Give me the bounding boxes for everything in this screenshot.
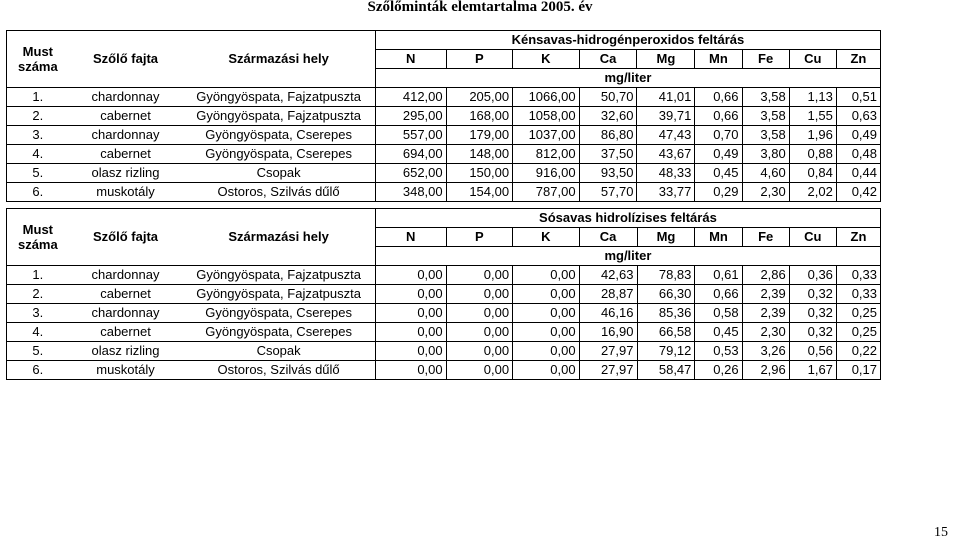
value-cell: 0,51 (836, 88, 880, 107)
value-cell: 58,47 (637, 361, 695, 380)
element-header-zn: Zn (836, 50, 880, 69)
table-row (7, 323, 881, 342)
value-cell: 0,63 (836, 107, 880, 126)
element-header-fe: Fe (742, 228, 789, 247)
method-caption: Sósavas hidrolízises feltárás (375, 209, 880, 228)
page-title: Szőlőminták elemtartalma 2005. év (367, 0, 593, 15)
origin-cell: Gyöngyöspata, Cserepes (182, 126, 375, 145)
variety-cell: cabernet (69, 145, 183, 164)
value-cell: 0,36 (789, 266, 836, 285)
value-cell: 46,16 (579, 304, 637, 323)
value-cell: 205,00 (446, 88, 512, 107)
origin-cell: Gyöngyöspata, Cserepes (182, 145, 375, 164)
must-header (7, 31, 69, 88)
table-row (7, 164, 881, 183)
origin-cell: Csopak (182, 342, 375, 361)
value-cell: 48,33 (637, 164, 695, 183)
table-row (7, 107, 881, 126)
variety-cell: chardonnay (69, 266, 183, 285)
value-cell: 50,70 (579, 88, 637, 107)
value-cell: 0,45 (695, 164, 742, 183)
table-row (7, 342, 881, 361)
value-cell: 348,00 (375, 183, 446, 202)
value-cell: 2,30 (742, 323, 789, 342)
value-cell: 0,00 (513, 304, 579, 323)
table-2 (6, 208, 881, 380)
value-cell: 0,25 (836, 323, 880, 342)
value-cell: 0,22 (836, 342, 880, 361)
variety-cell: muskotály (69, 183, 183, 202)
element-header-ca: Ca (579, 228, 637, 247)
element-header-mg: Mg (637, 228, 695, 247)
element-header-k: K (513, 50, 579, 69)
value-cell: 3,80 (742, 145, 789, 164)
value-cell: 57,70 (579, 183, 637, 202)
value-cell: 0,00 (375, 361, 446, 380)
value-cell: 0,66 (695, 88, 742, 107)
value-cell: 43,67 (637, 145, 695, 164)
table-row (7, 285, 881, 304)
origin-header: Származási hely (182, 31, 375, 88)
value-cell: 47,43 (637, 126, 695, 145)
value-cell: 0,33 (836, 285, 880, 304)
must-header-line2: száma (17, 237, 58, 252)
origin-cell: Csopak (182, 164, 375, 183)
value-cell: 0,00 (375, 266, 446, 285)
table-row (7, 304, 881, 323)
origin-cell: Gyöngyöspata, Fajzatpuszta (182, 107, 375, 126)
value-cell: 0,00 (513, 323, 579, 342)
value-cell: 2,86 (742, 266, 789, 285)
value-cell: 0,00 (446, 342, 512, 361)
value-cell: 27,97 (579, 342, 637, 361)
header-row (7, 31, 881, 50)
value-cell: 1058,00 (513, 107, 579, 126)
variety-cell: muskotály (69, 361, 183, 380)
origin-cell: Gyöngyöspata, Cserepes (182, 304, 375, 323)
value-cell: 2,39 (742, 285, 789, 304)
value-cell: 0,17 (836, 361, 880, 380)
value-cell: 916,00 (513, 164, 579, 183)
element-header-fe: Fe (742, 50, 789, 69)
value-cell: 0,32 (789, 323, 836, 342)
value-cell: 3,58 (742, 107, 789, 126)
value-cell: 0,00 (513, 266, 579, 285)
method-caption: Kénsavas-hidrogénperoxidos feltárás (375, 31, 880, 50)
value-cell: 0,42 (836, 183, 880, 202)
value-cell: 0,00 (375, 285, 446, 304)
table-row (7, 126, 881, 145)
element-header-mn: Mn (695, 228, 742, 247)
value-cell: 1,67 (789, 361, 836, 380)
header-row (7, 209, 881, 228)
value-cell: 27,97 (579, 361, 637, 380)
value-cell: 168,00 (446, 107, 512, 126)
must-header (7, 209, 69, 266)
value-cell: 4,60 (742, 164, 789, 183)
value-cell: 0,44 (836, 164, 880, 183)
element-header-n: N (375, 228, 446, 247)
row-number: 3. (7, 304, 69, 323)
variety-cell: cabernet (69, 107, 183, 126)
value-cell: 0,56 (789, 342, 836, 361)
value-cell: 66,58 (637, 323, 695, 342)
value-cell: 0,84 (789, 164, 836, 183)
origin-cell: Gyöngyöspata, Fajzatpuszta (182, 285, 375, 304)
element-header-zn: Zn (836, 228, 880, 247)
variety-cell: chardonnay (69, 304, 183, 323)
table-row (7, 88, 881, 107)
origin-header: Származási hely (182, 209, 375, 266)
value-cell: 0,61 (695, 266, 742, 285)
value-cell: 0,29 (695, 183, 742, 202)
element-header-p: P (446, 50, 512, 69)
row-number: 4. (7, 323, 69, 342)
element-header-cu: Cu (789, 228, 836, 247)
value-cell: 37,50 (579, 145, 637, 164)
row-number: 4. (7, 145, 69, 164)
table-1 (6, 30, 881, 202)
value-cell: 1,96 (789, 126, 836, 145)
value-cell: 0,00 (513, 285, 579, 304)
value-cell: 3,58 (742, 126, 789, 145)
value-cell: 0,53 (695, 342, 742, 361)
element-header-ca: Ca (579, 50, 637, 69)
value-cell: 2,39 (742, 304, 789, 323)
value-cell: 557,00 (375, 126, 446, 145)
origin-cell: Gyöngyöspata, Fajzatpuszta (182, 88, 375, 107)
origin-cell: Ostoros, Szilvás dűlő (182, 361, 375, 380)
origin-cell: Gyöngyöspata, Cserepes (182, 323, 375, 342)
value-cell: 787,00 (513, 183, 579, 202)
value-cell: 3,26 (742, 342, 789, 361)
variety-header: Szőlő fajta (69, 31, 183, 88)
value-cell: 28,87 (579, 285, 637, 304)
value-cell: 148,00 (446, 145, 512, 164)
value-cell: 1037,00 (513, 126, 579, 145)
element-header-n: N (375, 50, 446, 69)
variety-cell: cabernet (69, 323, 183, 342)
value-cell: 0,00 (375, 342, 446, 361)
value-cell: 32,60 (579, 107, 637, 126)
value-cell: 0,00 (446, 323, 512, 342)
origin-cell: Gyöngyöspata, Fajzatpuszta (182, 266, 375, 285)
value-cell: 0,00 (446, 304, 512, 323)
value-cell: 42,63 (579, 266, 637, 285)
variety-cell: cabernet (69, 285, 183, 304)
value-cell: 0,66 (695, 285, 742, 304)
origin-cell: Ostoros, Szilvás dűlő (182, 183, 375, 202)
row-number: 1. (7, 266, 69, 285)
row-number: 5. (7, 164, 69, 183)
value-cell: 0,25 (836, 304, 880, 323)
value-cell: 0,58 (695, 304, 742, 323)
element-header-mg: Mg (637, 50, 695, 69)
value-cell: 0,00 (513, 342, 579, 361)
row-number: 6. (7, 183, 69, 202)
value-cell: 2,96 (742, 361, 789, 380)
table-row (7, 145, 881, 164)
value-cell: 86,80 (579, 126, 637, 145)
value-cell: 66,30 (637, 285, 695, 304)
element-header-p: P (446, 228, 512, 247)
value-cell: 0,00 (375, 323, 446, 342)
value-cell: 93,50 (579, 164, 637, 183)
value-cell: 0,32 (789, 285, 836, 304)
element-header-k: K (513, 228, 579, 247)
row-number: 6. (7, 361, 69, 380)
value-cell: 0,88 (789, 145, 836, 164)
value-cell: 79,12 (637, 342, 695, 361)
value-cell: 1,13 (789, 88, 836, 107)
value-cell: 1,55 (789, 107, 836, 126)
variety-header: Szőlő fajta (69, 209, 183, 266)
value-cell: 85,36 (637, 304, 695, 323)
value-cell: 412,00 (375, 88, 446, 107)
value-cell: 179,00 (446, 126, 512, 145)
page-number: 15 (934, 525, 948, 540)
variety-cell: chardonnay (69, 88, 183, 107)
row-number: 5. (7, 342, 69, 361)
value-cell: 0,00 (446, 266, 512, 285)
value-cell: 694,00 (375, 145, 446, 164)
must-header-line1: Must (22, 44, 54, 59)
variety-cell: olasz rizling (69, 164, 183, 183)
value-cell: 0,49 (695, 145, 742, 164)
value-cell: 0,00 (513, 361, 579, 380)
must-header-line1: Must (22, 222, 54, 237)
unit-label: mg/liter (375, 247, 880, 266)
value-cell: 1066,00 (513, 88, 579, 107)
value-cell: 0,66 (695, 107, 742, 126)
value-cell: 0,45 (695, 323, 742, 342)
value-cell: 0,00 (375, 304, 446, 323)
value-cell: 150,00 (446, 164, 512, 183)
value-cell: 0,49 (836, 126, 880, 145)
value-cell: 0,26 (695, 361, 742, 380)
table-row (7, 361, 881, 380)
must-header-line2: száma (17, 59, 58, 74)
value-cell: 0,48 (836, 145, 880, 164)
value-cell: 0,33 (836, 266, 880, 285)
value-cell: 33,77 (637, 183, 695, 202)
value-cell: 652,00 (375, 164, 446, 183)
row-number: 1. (7, 88, 69, 107)
value-cell: 16,90 (579, 323, 637, 342)
value-cell: 41,01 (637, 88, 695, 107)
variety-cell: olasz rizling (69, 342, 183, 361)
value-cell: 0,32 (789, 304, 836, 323)
value-cell: 2,30 (742, 183, 789, 202)
value-cell: 3,58 (742, 88, 789, 107)
table-row (7, 183, 881, 202)
element-header-cu: Cu (789, 50, 836, 69)
value-cell: 812,00 (513, 145, 579, 164)
variety-cell: chardonnay (69, 126, 183, 145)
value-cell: 39,71 (637, 107, 695, 126)
value-cell: 78,83 (637, 266, 695, 285)
value-cell: 2,02 (789, 183, 836, 202)
row-number: 3. (7, 126, 69, 145)
row-number: 2. (7, 285, 69, 304)
value-cell: 295,00 (375, 107, 446, 126)
value-cell: 0,00 (446, 361, 512, 380)
element-header-mn: Mn (695, 50, 742, 69)
value-cell: 0,00 (446, 285, 512, 304)
value-cell: 154,00 (446, 183, 512, 202)
unit-label: mg/liter (375, 69, 880, 88)
row-number: 2. (7, 107, 69, 126)
value-cell: 0,70 (695, 126, 742, 145)
table-row (7, 266, 881, 285)
